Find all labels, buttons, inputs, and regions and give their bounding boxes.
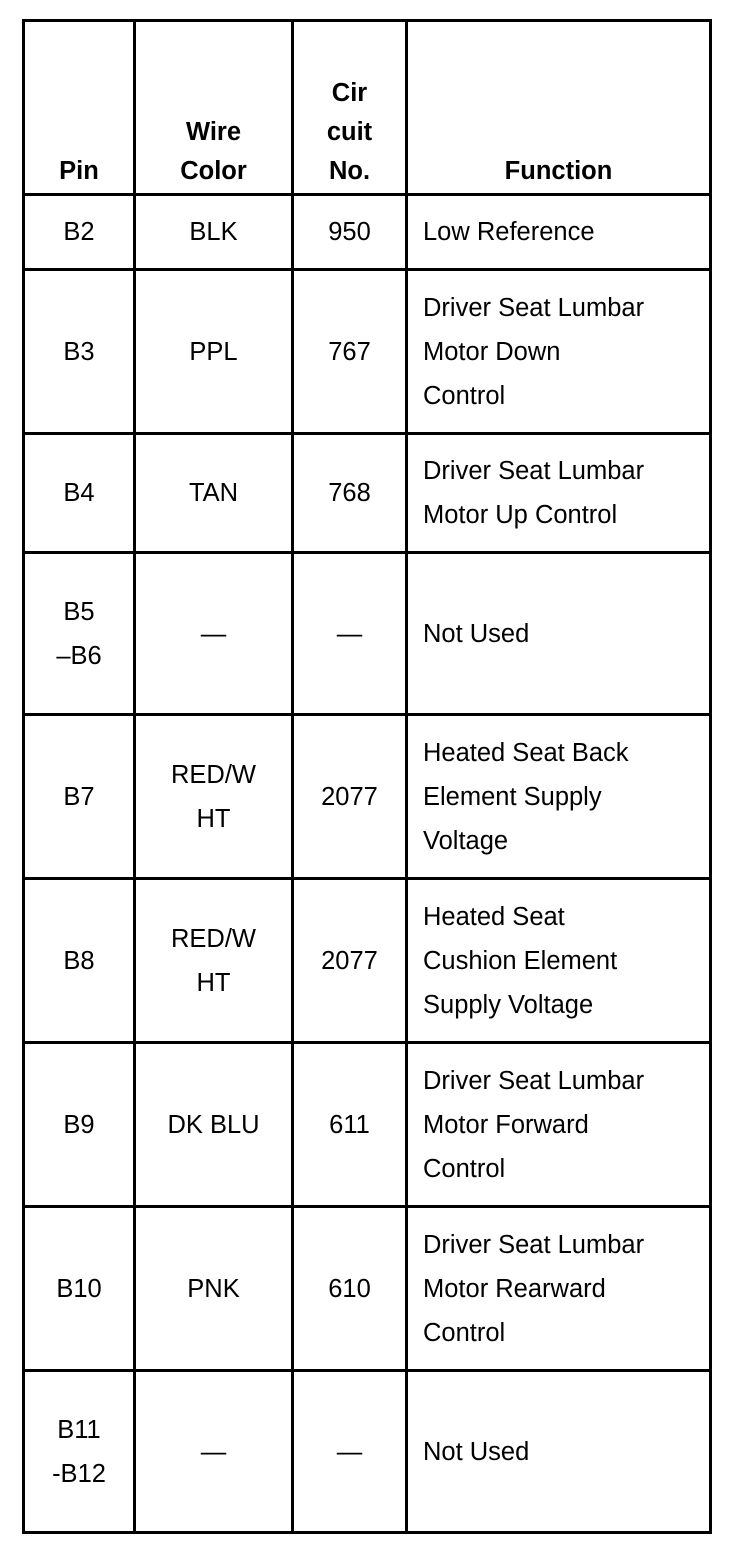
wire-color-cell: —	[135, 553, 293, 715]
connector-pinout-table	[22, 19, 712, 1534]
wire-color-cell: PNK	[135, 1207, 293, 1371]
wire-color-cell: BLK	[135, 195, 293, 270]
table-row	[24, 879, 711, 1043]
pin-cell: B5 –B6	[24, 553, 135, 715]
table-row	[24, 553, 711, 715]
function-cell: Driver Seat Lumbar Motor Down Control	[407, 270, 711, 434]
wire-color-cell: RED/W HT	[135, 715, 293, 879]
circuit-cell: 767	[293, 270, 407, 434]
table-row	[24, 195, 711, 270]
header-row	[24, 21, 711, 195]
pin-cell: B9	[24, 1043, 135, 1207]
circuit-cell: 768	[293, 434, 407, 553]
header-function: Function	[407, 21, 711, 195]
pin-cell: B7	[24, 715, 135, 879]
circuit-cell: 610	[293, 1207, 407, 1371]
table-row	[24, 434, 711, 553]
circuit-cell: 950	[293, 195, 407, 270]
wire-color-cell: TAN	[135, 434, 293, 553]
wire-color-cell: DK BLU	[135, 1043, 293, 1207]
pin-cell: B2	[24, 195, 135, 270]
header-pin: Pin	[24, 21, 135, 195]
function-cell: Heated Seat Back Element Supply Voltage	[407, 715, 711, 879]
circuit-cell: —	[293, 1371, 407, 1533]
function-cell: Driver Seat Lumbar Motor Up Control	[407, 434, 711, 553]
function-cell: Heated Seat Cushion Element Supply Voltage	[407, 879, 711, 1043]
table-row	[24, 1043, 711, 1207]
table-row	[24, 1371, 711, 1533]
function-cell: Driver Seat Lumbar Motor Rearward Control	[407, 1207, 711, 1371]
wire-color-cell: PPL	[135, 270, 293, 434]
pin-cell: B3	[24, 270, 135, 434]
table-row	[24, 270, 711, 434]
pin-cell: B10	[24, 1207, 135, 1371]
pin-cell: B8	[24, 879, 135, 1043]
pin-cell: B11 -B12	[24, 1371, 135, 1533]
table-row	[24, 1207, 711, 1371]
function-cell: Driver Seat Lumbar Motor Forward Control	[407, 1043, 711, 1207]
circuit-cell: 2077	[293, 715, 407, 879]
header-wire-color: Wire Color	[135, 21, 293, 195]
function-cell: Not Used	[407, 1371, 711, 1533]
header-circuit-no: Cir cuit No.	[293, 21, 407, 195]
function-cell: Not Used	[407, 553, 711, 715]
table-row	[24, 715, 711, 879]
circuit-cell: 2077	[293, 879, 407, 1043]
circuit-cell: —	[293, 553, 407, 715]
circuit-cell: 611	[293, 1043, 407, 1207]
wire-color-cell: RED/W HT	[135, 879, 293, 1043]
pin-cell: B4	[24, 434, 135, 553]
function-cell: Low Reference	[407, 195, 711, 270]
wire-color-cell: —	[135, 1371, 293, 1533]
